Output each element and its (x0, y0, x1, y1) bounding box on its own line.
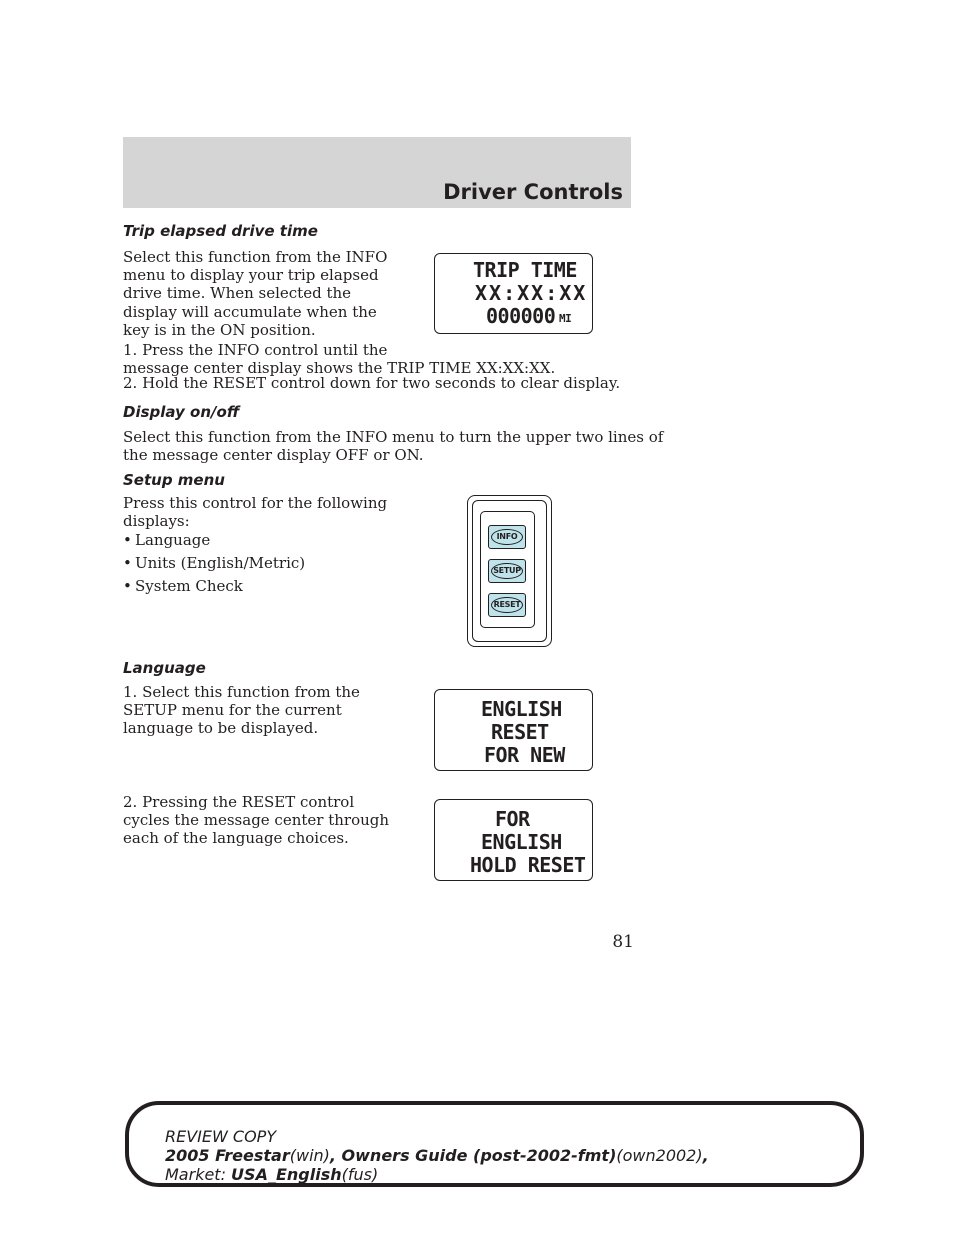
lcd-line-2: ENGLISH (481, 830, 562, 854)
lcd-line-3: FOR NEW (484, 743, 565, 767)
section-header-band (123, 137, 631, 208)
language-hold-display (434, 799, 593, 881)
setup-button[interactable] (488, 559, 526, 583)
language-step1: 1. Select this function from the SETUP menu for the current language to be displayed. (123, 683, 360, 738)
trip-time-step2: 2. Hold the RESET control down for two seconds to clear display. (123, 374, 621, 392)
info-button-label: INFO (491, 529, 523, 545)
list-item: • Units (English/Metric) (123, 554, 306, 572)
info-button[interactable] (488, 525, 526, 549)
trip-time-step1: 1. Press the INFO control until the message center display shows the TRIP TIME XX:XX:XX. (123, 341, 556, 378)
trip-time-display (434, 253, 593, 334)
section-title: Driver Controls (443, 180, 623, 204)
display-onoff-body: Select this function from the INFO menu to turn the upper two lines of the message center display OFF or ON. (123, 428, 664, 465)
setup-button-label: SETUP (491, 563, 523, 579)
page-number: 81 (612, 932, 634, 952)
reset-button-label: RESET (491, 597, 523, 613)
lcd-line-1: TRIP TIME (473, 258, 577, 282)
setup-menu-list (123, 529, 305, 598)
trip-time-heading: Trip elapsed drive time (123, 222, 318, 240)
lcd-line-3: 000000 (486, 304, 556, 328)
language-reset-display (434, 689, 593, 771)
language-step2: 2. Pressing the RESET control cycles the message center through each of the language choices. (123, 793, 390, 848)
lcd-line-1: FOR (495, 807, 530, 831)
lcd-unit: MI (559, 312, 572, 325)
setup-menu-intro: Press this control for the following displays: (123, 494, 388, 531)
message-center-control-panel (467, 495, 552, 647)
reset-button[interactable] (488, 593, 526, 617)
lcd-line-2: RESET (491, 720, 549, 744)
list-item: • System Check (123, 577, 243, 595)
panel-button-housing (480, 511, 535, 628)
review-copy-label: REVIEW COPY (165, 1127, 277, 1146)
review-copy-market-line: Market: USA_English(fus) (165, 1165, 379, 1184)
list-item: • Language (123, 531, 211, 549)
trip-time-intro: Select this function from the INFO menu to display your trip elapsed drive time. When selected the display will accumulate when the key is in the ON position. (123, 248, 388, 339)
language-heading: Language (123, 659, 206, 677)
review-copy-model-line: 2005 Freestar(win), Owners Guide (post-2002-fmt)(own2002), (165, 1146, 709, 1165)
display-onoff-heading: Display on/off (123, 403, 240, 421)
lcd-line-2: XX:XX:XX (475, 281, 588, 305)
lcd-line-1: ENGLISH (481, 697, 562, 721)
setup-menu-heading: Setup menu (123, 471, 225, 489)
lcd-line-3: HOLD RESET (470, 853, 586, 877)
